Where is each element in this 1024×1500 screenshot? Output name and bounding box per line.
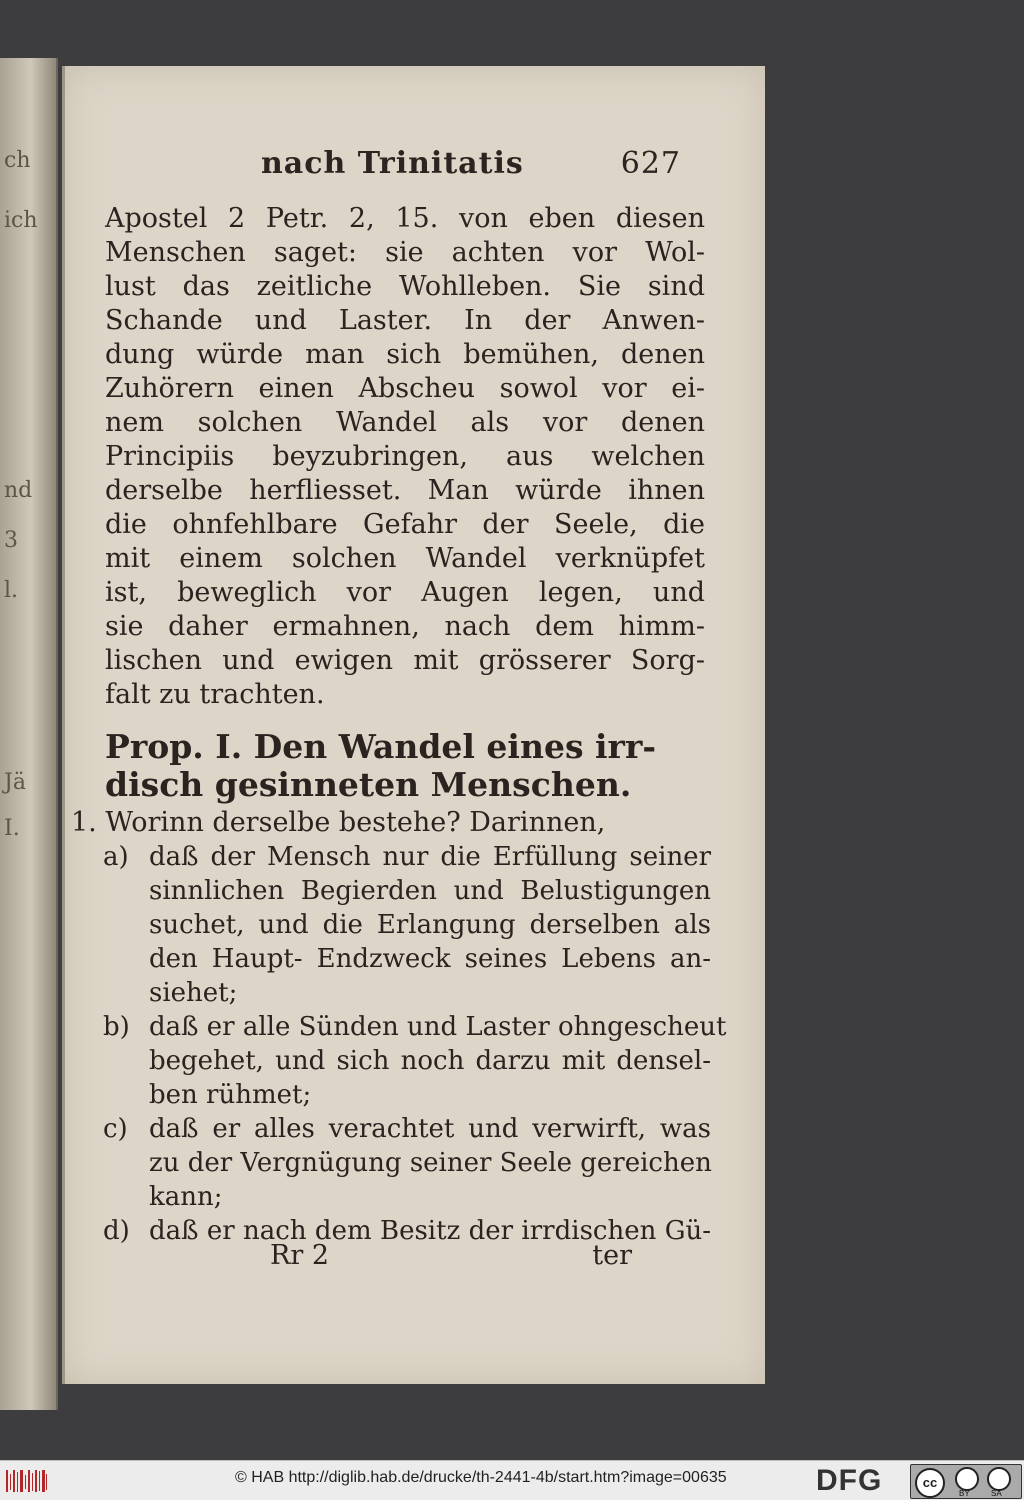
text-line: die ohnfehlbare Gefahr der Seele, die (105, 509, 705, 540)
page-header (261, 146, 681, 186)
by-label: BY (959, 1489, 970, 1498)
proposition-line: Prop. I. Den Wandel eines irr- (105, 727, 657, 766)
text-line: mit einem solchen Wandel verknüpfet (105, 543, 705, 574)
item-marker: a) (103, 842, 129, 872)
running-head: nach Trinitatis (261, 146, 524, 181)
viewer-footer-bar (0, 1460, 1024, 1500)
page-footer (270, 1240, 632, 1276)
item-line: begehet, und sich noch darzu mit densel- (149, 1046, 711, 1076)
proposition-line: disch gesinneten Menschen. (105, 765, 632, 804)
prev-page-fragment: 3 (4, 528, 18, 553)
section-list (71, 806, 727, 1248)
item-text (149, 1112, 711, 1214)
item-line: daß er alles verachtet und verwirft, was (149, 1114, 711, 1144)
item-marker: b) (103, 1012, 130, 1042)
copyright-link[interactable]: © HAB http://diglib.hab.de/drucke/th-2441-4b/start.htm?image=00635 (235, 1469, 727, 1486)
item-line: suchet, und die Erlangung derselben als (149, 910, 711, 940)
body-text (105, 202, 705, 712)
text-line: dung würde man sich bemühen, denen (105, 339, 705, 370)
text-line: lust das zeitliche Wohlleben. Sie sind (105, 271, 705, 302)
item-marker: c) (103, 1114, 128, 1144)
text-line: Menschen saget: sie achten vor Wol- (105, 237, 705, 268)
list-item-c (103, 1112, 711, 1214)
barcode-icon (6, 1468, 48, 1494)
text-line: sie daher ermahnen, nach dem himm- (105, 611, 705, 642)
prev-page-fragment: nd (4, 478, 33, 503)
cc-license-badge[interactable] (910, 1464, 1022, 1499)
signature-mark: Rr 2 (270, 1240, 329, 1271)
page-number: 627 (620, 146, 681, 181)
previous-page-edge (0, 58, 58, 1410)
text-line: lischen und ewigen mit grösserer Sorg- (105, 645, 705, 676)
attribution-icon (955, 1467, 979, 1491)
item-line: den Haupt- Endzweck seines Lebens an- (149, 944, 711, 974)
item-text (149, 840, 711, 1010)
text-line: Principiis beyzubringen, aus welchen (105, 441, 705, 472)
book-page (62, 66, 765, 1384)
item-marker: d) (103, 1216, 130, 1246)
item-line: daß er alle Sünden und Laster ohngescheut (149, 1012, 727, 1042)
prev-page-fragment: Jä (4, 770, 26, 795)
sa-label: SA (991, 1489, 1002, 1498)
item-line: kann; (149, 1182, 223, 1212)
item-line: sinnlichen Begierden und Belustigungen (149, 876, 711, 906)
section-one-heading: 1. Worinn derselbe bestehe? Darinnen, (71, 807, 606, 838)
text-line: falt zu trachten. (105, 679, 325, 710)
prev-page-fragment: I. (4, 816, 20, 841)
catchword: ter (592, 1240, 632, 1271)
dfg-logo: DFG (816, 1464, 883, 1497)
text-line: ist, beweglich vor Augen legen, und (105, 577, 705, 608)
prev-page-fragment: ch (4, 148, 31, 173)
text-line: Schande und Laster. In der Anwen- (105, 305, 705, 336)
text-line: derselbe herfliesset. Man würde ihnen (105, 475, 705, 506)
prev-page-fragment: ich (4, 208, 38, 233)
text-line: nem solchen Wandel als vor denen (105, 407, 705, 438)
proposition-heading (105, 728, 705, 804)
list-item-a (103, 840, 711, 1010)
text-line: Apostel 2 Petr. 2, 15. von eben diesen (105, 203, 705, 234)
item-text (149, 1010, 727, 1112)
item-line: daß der Mensch nur die Erfüllung seiner (149, 842, 711, 872)
prev-page-fragment: l. (4, 578, 19, 603)
cc-icon: cc (915, 1468, 945, 1498)
item-line: zu der Vergnügung seiner Seele gereichen (149, 1148, 712, 1178)
item-line: siehet; (149, 978, 238, 1008)
item-line: daß er nach dem Besitz der irrdischen Gü- (149, 1216, 711, 1246)
share-alike-icon (987, 1467, 1011, 1491)
item-line: ben rühmet; (149, 1080, 312, 1110)
list-item-b (103, 1010, 727, 1112)
text-line: Zuhörern einen Abscheu sowol vor ei- (105, 373, 705, 404)
